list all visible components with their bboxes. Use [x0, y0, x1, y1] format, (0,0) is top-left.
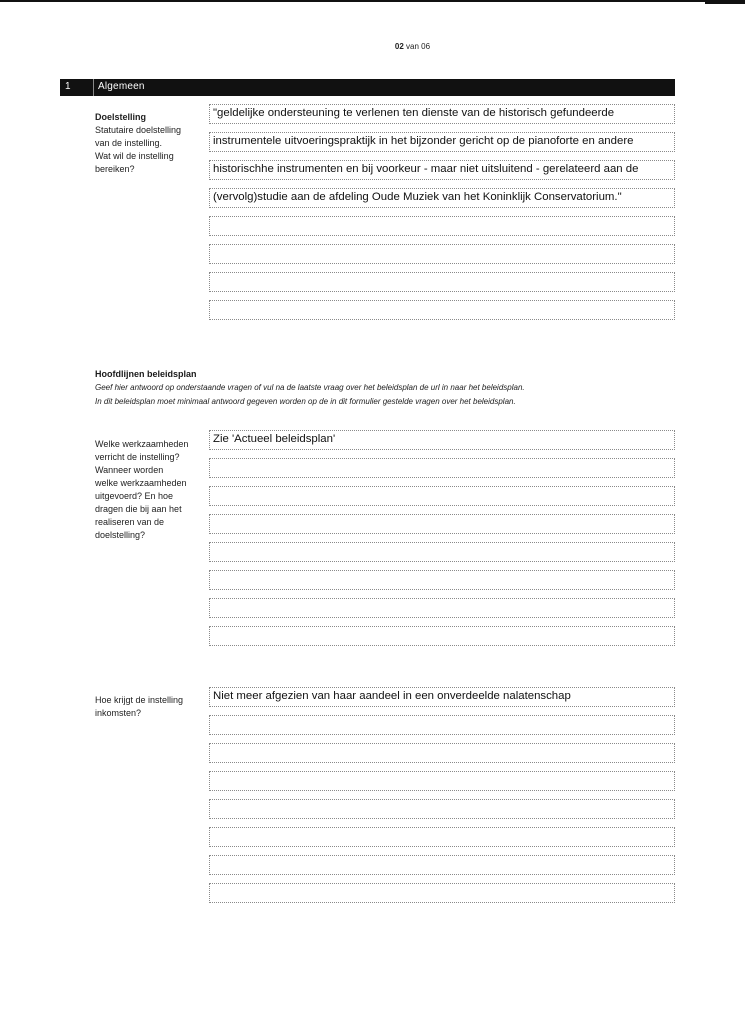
beleidsplan-title: Hoofdlijnen beleidsplan — [95, 369, 197, 379]
werkzaamheden-line-3[interactable] — [209, 486, 675, 506]
werkzaamheden-label — [95, 438, 195, 542]
doelstelling-desc-1: Statutaire doelstelling — [95, 125, 182, 135]
section-title — [98, 81, 145, 92]
inkomsten-line-7[interactable] — [209, 855, 675, 875]
werkzaamheden-desc-4: welke werkzaamheden — [95, 478, 187, 488]
section-divider — [93, 79, 94, 96]
werkzaamheden-line-7[interactable] — [209, 598, 675, 618]
inkomsten-line-8[interactable] — [209, 883, 675, 903]
doelstelling-desc-4: bereiken? — [95, 164, 135, 174]
inkomsten-field[interactable] — [209, 687, 675, 911]
inkomsten-label — [95, 694, 195, 720]
doelstelling-line-8[interactable] — [209, 300, 675, 320]
section-header-bar — [60, 79, 675, 96]
werkzaamheden-line-4[interactable] — [209, 514, 675, 534]
doelstelling-line-4-text: (vervolg)studie aan de afdeling Oude Muziek van het Koninklijk Conservatorium." — [213, 191, 622, 203]
doelstelling-line-5[interactable] — [209, 216, 675, 236]
page-current: 02 — [394, 42, 404, 51]
doelstelling-line-7[interactable] — [209, 272, 675, 292]
doelstelling-line-1-text: "geldelijke ondersteuning te verlenen ten dienste van de historisch gefundeerde — [213, 107, 615, 119]
doelstelling-line-6[interactable] — [209, 244, 675, 264]
inkomsten-line-4[interactable] — [209, 771, 675, 791]
werkzaamheden-field[interactable] — [209, 430, 675, 654]
doelstelling-line-3[interactable] — [209, 160, 675, 180]
inkomsten-line-1-text: Niet meer afgezien van haar aandeel in een onverdeelde nalatenschap — [213, 690, 571, 702]
doelstelling-desc-2: van de instelling. — [95, 138, 163, 148]
doelstelling-line-2-text: instrumentele uitvoeringspraktijk in het bijzonder gericht op de pianoforte en andere — [213, 135, 634, 147]
inkomsten-line-3[interactable] — [209, 743, 675, 763]
doelstelling-title: Doelstelling — [95, 112, 147, 122]
inkomsten-line-1[interactable] — [209, 687, 675, 707]
top-rule — [0, 0, 745, 2]
page-number — [0, 42, 745, 51]
werkzaamheden-line-8[interactable] — [209, 626, 675, 646]
doelstelling-field[interactable] — [209, 104, 675, 328]
werkzaamheden-desc-2: verricht de instelling? — [95, 452, 180, 462]
doelstelling-line-3-text: historischhe instrumenten en bij voorkeur - maar niet uitsluitend - gerelateerd aan de — [213, 163, 639, 175]
werkzaamheden-line-1-text: Zie 'Actueel beleidsplan' — [213, 433, 336, 445]
beleidsplan-note-1: Geef hier antwoord op onderstaande vragen of vul na de laatste vraag over het beleidsplan de url in naar het beleidsplan. — [95, 383, 525, 392]
top-rule-accent — [705, 0, 745, 4]
doelstelling-line-4[interactable] — [209, 188, 675, 208]
section-number: 1 — [65, 81, 71, 92]
doelstelling-line-2[interactable] — [209, 132, 675, 152]
werkzaamheden-desc-7: realiseren van de — [95, 517, 165, 527]
doelstelling-label — [95, 111, 195, 176]
inkomsten-line-5[interactable] — [209, 799, 675, 819]
inkomsten-desc-1: Hoe krijgt de instelling — [95, 695, 184, 705]
doelstelling-line-1[interactable] — [209, 104, 675, 124]
werkzaamheden-line-6[interactable] — [209, 570, 675, 590]
inkomsten-line-2[interactable] — [209, 715, 675, 735]
doelstelling-desc-3: Wat wil de instelling — [95, 151, 174, 161]
werkzaamheden-line-1[interactable] — [209, 430, 675, 450]
werkzaamheden-desc-6: dragen die bij aan het — [95, 504, 182, 514]
inkomsten-desc-2: inkomsten? — [95, 708, 142, 718]
werkzaamheden-desc-1: Welke werkzaamheden — [95, 439, 189, 449]
werkzaamheden-desc-3: Wanneer worden — [95, 465, 164, 475]
werkzaamheden-line-2[interactable] — [209, 458, 675, 478]
werkzaamheden-line-5[interactable] — [209, 542, 675, 562]
werkzaamheden-desc-5: uitgevoerd? En hoe — [95, 491, 174, 501]
page-total: van 06 — [406, 42, 431, 51]
section-title-text: Algemeen — [98, 81, 145, 92]
inkomsten-line-6[interactable] — [209, 827, 675, 847]
beleidsplan-note-2: In dit beleidsplan moet minimaal antwoord gegeven worden op de in dit formulier gestelde vragen over het beleidsplan. — [95, 397, 516, 406]
werkzaamheden-desc-8: doelstelling? — [95, 530, 146, 540]
